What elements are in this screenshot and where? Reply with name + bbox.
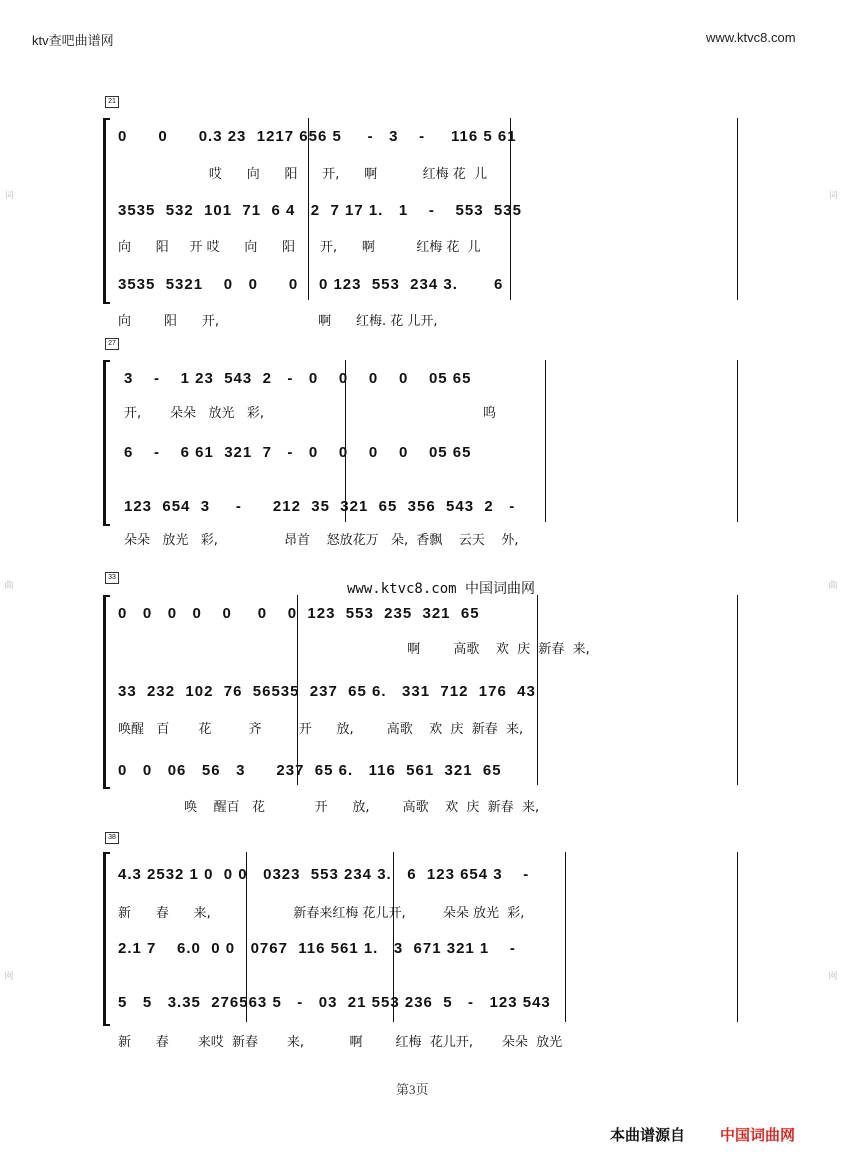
notation-row: 0 0 0.3 23 1217 656 5 - 3 - 116 5 61 — [118, 128, 517, 145]
side-watermark-left: 词 曲 网 — [4, 190, 14, 981]
lyrics-row: 开, 朵朵 放光 彩, 呜 — [124, 406, 496, 421]
page-number: 第3页 — [396, 1082, 429, 1097]
lyrics-row: 向 阳 开, 啊 红梅. 花 儿开, — [118, 314, 450, 329]
system-number: 27 — [105, 338, 119, 350]
watermark-text: www.ktvc8.com 中国词曲网 — [347, 581, 536, 597]
notation-row: 3535 532 101 71 6 4 2 7 17 1. 1 - 553 535 — [118, 202, 522, 219]
system-brace — [103, 360, 110, 526]
notation-row: 4.3 2532 1 0 0 0 0323 553 234 3. 6 123 654 3 - — [118, 866, 530, 883]
bar-line — [737, 852, 738, 1022]
bar-line — [737, 360, 738, 522]
lyrics-row: 朵朵 放光 彩, 昂首 怒放花万 朵, 香飘 云天 外, — [124, 533, 519, 548]
bar-line — [537, 595, 538, 785]
lyrics-row: 唤醒 百 花 齐 开 放, 高歌 欢 庆 新春 来, — [118, 722, 524, 737]
notation-row: 0 0 0 0 0 0 0 123 553 235 321 65 — [118, 605, 480, 622]
lyrics-row: 向 阳 开 哎 向 阳 开, 啊 红梅 花 儿 — [118, 240, 481, 255]
bar-line — [565, 852, 566, 1022]
bar-line — [545, 360, 546, 522]
system-number: 21 — [105, 96, 119, 108]
notation-row: 3 - 1 23 543 2 - 0 0 0 0 05 65 — [124, 370, 472, 387]
lyrics-row: 新 春 来, 新春来红梅 花儿开, 朵朵 放光 彩, — [118, 906, 525, 921]
notation-row: 123 654 3 - 212 35 321 65 356 543 2 - — [124, 498, 516, 515]
system-brace — [103, 118, 110, 304]
header-url: www.ktvc8.com — [706, 30, 796, 45]
system-brace — [103, 852, 110, 1026]
system-brace — [103, 595, 110, 789]
notation-row: 0 0 06 56 3 237 65 6. 116 561 321 65 — [118, 762, 502, 779]
lyrics-row: 哎 向 阳 开, 啊 红梅 花 儿 — [118, 167, 488, 182]
notation-row: 6 - 6 61 321 7 - 0 0 0 0 05 65 — [124, 444, 472, 461]
notation-row: 5 5 3.35 276563 5 - 03 21 553 236 5 - 123 543 — [118, 994, 551, 1011]
bar-line — [737, 595, 738, 785]
notation-row: 33 232 102 76 56535 237 65 6. 331 712 176 43 — [118, 683, 536, 700]
lyrics-row: 新 春 来哎 新春 来, 啊 红梅 花儿开, 朵朵 放光 — [118, 1035, 563, 1050]
bar-line — [737, 118, 738, 300]
source-site-link[interactable]: 中国词曲网 — [720, 1126, 796, 1144]
header-site-name: ktv查吧曲谱网 — [32, 33, 114, 48]
system-number: 33 — [105, 572, 119, 584]
notation-row: 2.1 7 6.0 0 0 0767 116 561 1. 3 671 321 1 - — [118, 940, 516, 957]
side-watermark-right: 词 曲 网 — [828, 190, 838, 981]
notation-row: 3535 5321 0 0 0 0 123 553 234 3. 6 — [118, 276, 504, 293]
lyrics-row: 唤 醒百 花 开 放, 高歌 欢 庆 新春 来, — [118, 800, 540, 815]
source-label: 本曲谱源自 — [610, 1126, 686, 1144]
system-number: 38 — [105, 832, 119, 844]
lyrics-row: 啊 高歌 欢 庆 新春 来, — [118, 642, 590, 657]
